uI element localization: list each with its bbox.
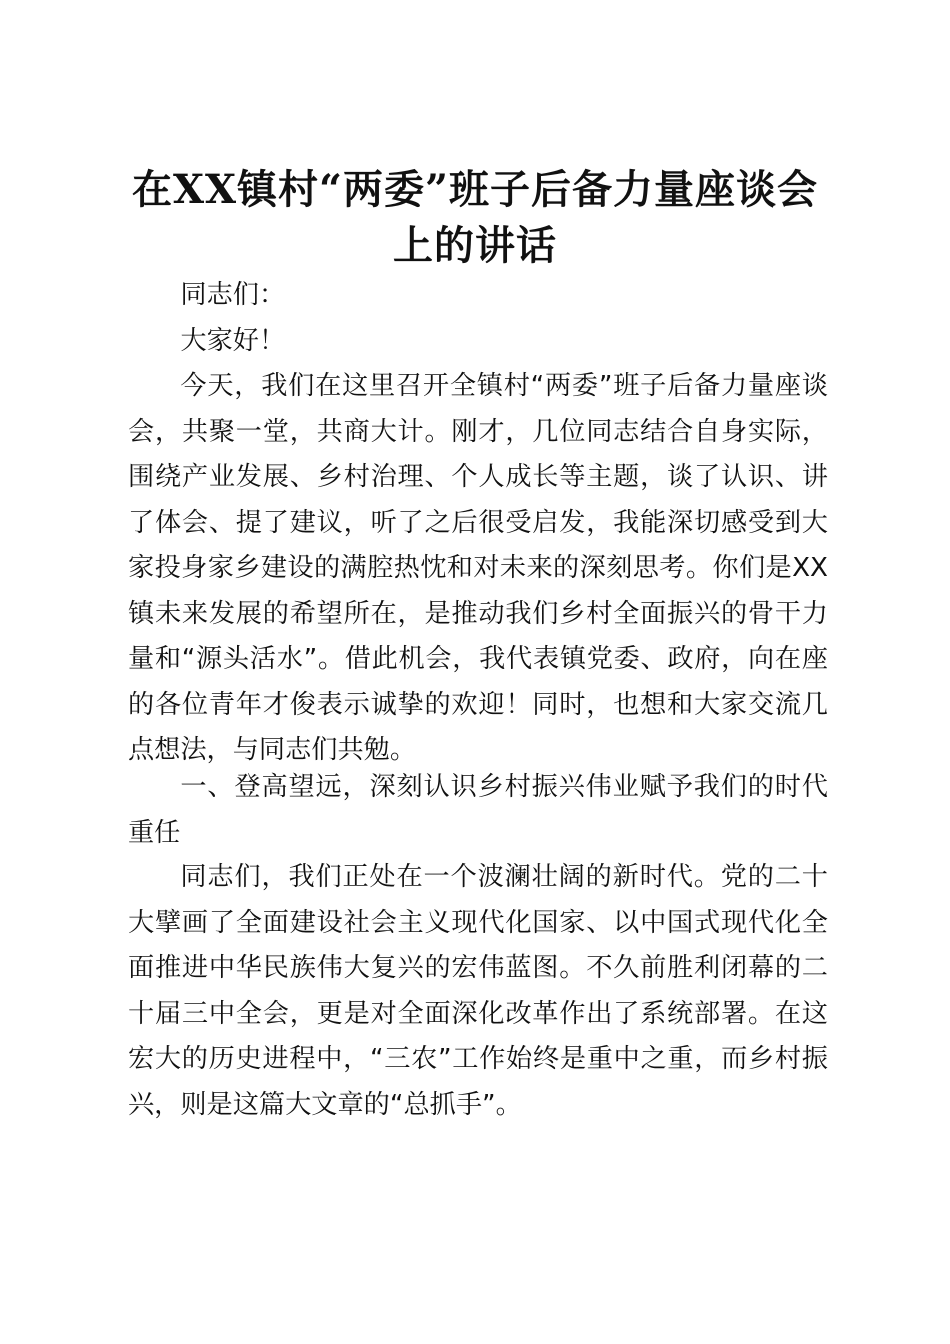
section-1-paragraph	[128, 855, 828, 1128]
greeting	[128, 319, 828, 365]
section-heading-1	[128, 765, 828, 856]
opening-paragraph	[128, 364, 828, 774]
section-heading-1-text: 一、登高望远，深刻认识乡村振兴伟业赋予我们的时代重任	[128, 772, 828, 848]
greeting-text: 大家好！	[180, 326, 286, 356]
document-title: 在XX镇村“两委”班子后备力量座谈会上的讲话	[131, 166, 819, 269]
opening-paragraph-text: 今天，我们在这里召开全镇村“两委”班子后备力量座谈会，共聚一堂，共商大计。刚才，几位同志结合自身实际，围绕产业发展、乡村治理、个人成长等主题，谈了认识、讲了体会、提了建议，听了之后很受启发，我能深切感受到大家投身家乡建设的满腔热忱和对未来的深刻思考。你们是XX镇未来发展的希望所在，是推动我们乡村全面振兴的骨干力量和“源头活水”。借此机会，我代表镇党委、政府，向在座的各位青年才俊表示诚挚的欢迎！同时，也想和大家交流几点想法，与同志们共勉。	[128, 371, 828, 765]
section-1-paragraph-text: 同志们，我们正处在一个波澜壮阔的新时代。党的二十大擘画了全面建设社会主义现代化国家、以中国式现代化全面推进中华民族伟大复兴的宏伟蓝图。不久前胜利闭幕的二十届三中全会，更是对全面深化改革作出了系统部署。在这宏大的历史进程中，“三农”工作始终是重中之重，而乡村振兴，则是这篇大文章的“总抓手”。	[128, 862, 828, 1120]
salutation	[128, 273, 828, 319]
salutation-text: 同志们：	[180, 280, 286, 310]
